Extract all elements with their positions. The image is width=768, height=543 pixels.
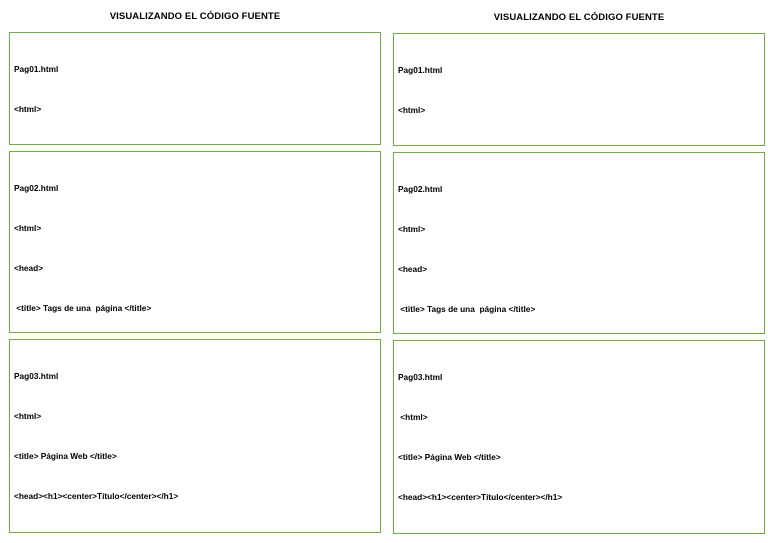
code-line: Pag01.html (398, 64, 443, 75)
code-line (398, 532, 760, 534)
code-box-pag03 (9, 339, 381, 533)
code-line: <head> (14, 263, 44, 274)
column-title: VISUALIZANDO EL CÓDIGO FUENTE (109, 11, 281, 22)
code-line: Pag02.html (398, 183, 443, 194)
right-column (393, 0, 765, 540)
code-box-pag01 (9, 32, 381, 145)
code-line: Pag02.html (14, 182, 59, 193)
code-box-pag01 (393, 33, 765, 146)
code-box-pag02 (9, 151, 381, 333)
code-box-pag02 (393, 152, 765, 334)
code-line: <html> (14, 411, 42, 422)
code-line: <title> Página Web </title> (398, 452, 501, 463)
code-line (398, 144, 760, 146)
code-box-pag03 (393, 340, 765, 534)
code-line: <head> (398, 264, 428, 275)
code-line: Pag03.html (14, 370, 59, 381)
code-line: <title> Página Web </title> (14, 451, 117, 462)
code-line: Pag03.html (398, 371, 443, 382)
code-line: <html> (398, 224, 426, 235)
code-line (14, 531, 376, 533)
column-title: VISUALIZANDO EL CÓDIGO FUENTE (493, 12, 665, 23)
code-line: Pag01.html (14, 63, 59, 74)
code-line: <title> Tags de una página </title> (398, 304, 536, 315)
code-line: <html> (398, 412, 428, 423)
code-line: <html> (14, 223, 42, 234)
code-line: <html> (398, 105, 426, 116)
left-column (9, 0, 381, 539)
code-line (14, 143, 376, 145)
code-line: <head><h1><center>Título</center></h1> (398, 492, 563, 503)
code-line: <head><h1><center>Título</center></h1> (14, 491, 179, 502)
code-line: <html> (14, 104, 42, 115)
code-line: <title> Tags de una página </title> (14, 303, 152, 314)
